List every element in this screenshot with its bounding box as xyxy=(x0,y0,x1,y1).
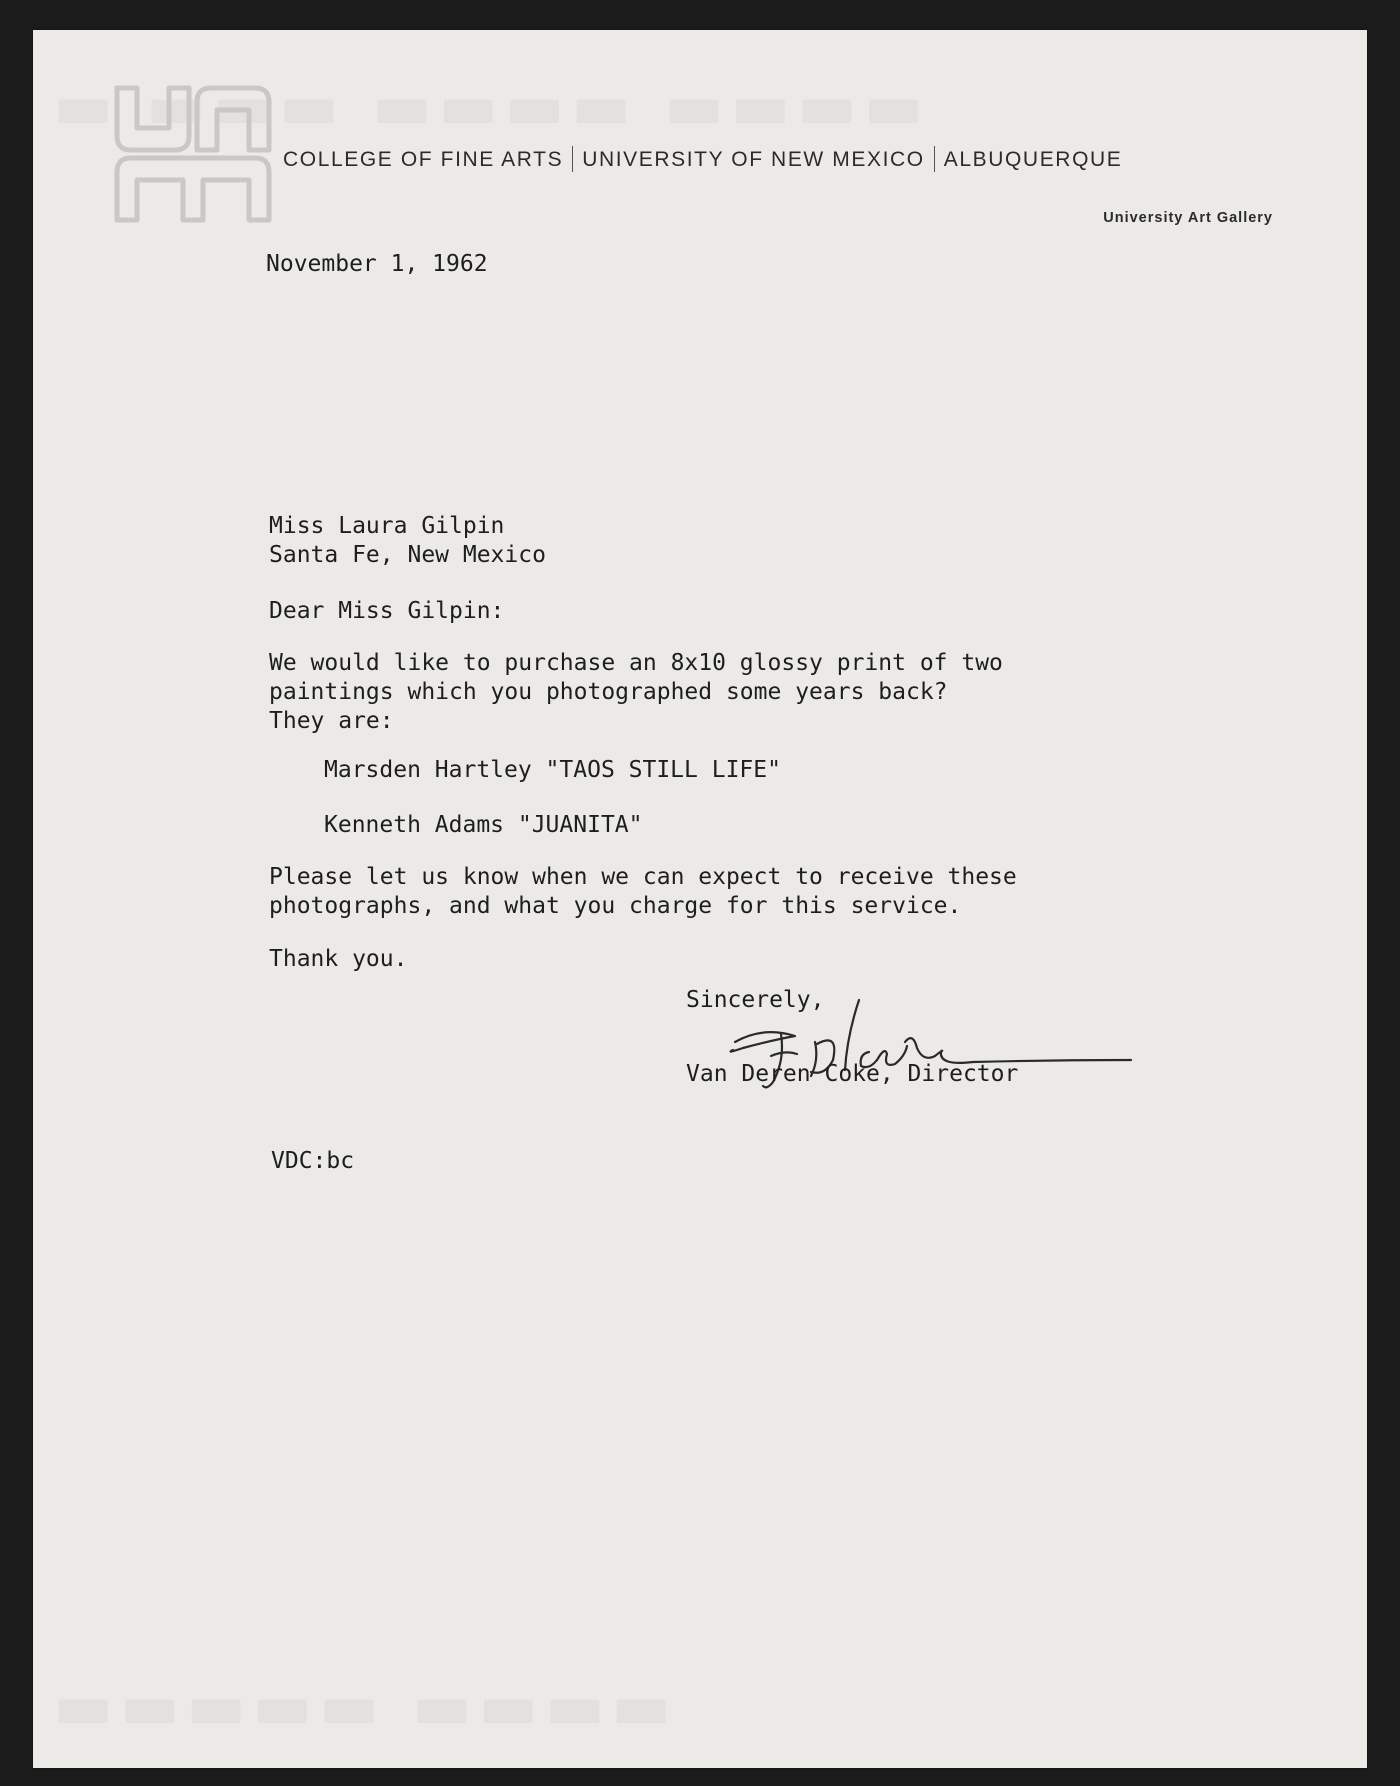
letterhead xyxy=(283,146,1122,172)
body-line: They are: xyxy=(269,708,394,734)
letterhead-city: ALBUQUERQUE xyxy=(943,148,1123,171)
letter-date: November 1, 1962 xyxy=(266,251,488,277)
letterhead-college: COLLEGE OF FINE ARTS xyxy=(283,148,564,171)
reference-initials: VDC:bc xyxy=(271,1148,355,1174)
unm-logo-icon xyxy=(113,84,273,224)
body-line: We would like to purchase an 8x10 glossy print of two xyxy=(269,650,1003,676)
body-line: paintings which you photographed some years back? xyxy=(269,679,948,705)
painting-item-hartley: Marsden Hartley "TAOS STILL LIFE" xyxy=(324,757,781,783)
letterhead-divider xyxy=(572,146,573,172)
closing-line: photographs, and what you charge for this service. xyxy=(269,893,962,919)
thanks-line: Thank you. xyxy=(269,946,408,972)
signer-name: Van Deren Coke, Director xyxy=(686,1061,1019,1087)
letterhead-university: UNIVERSITY OF NEW MEXICO xyxy=(582,148,925,171)
painting-item-adams: Kenneth Adams "JUANITA" xyxy=(324,812,643,838)
letterhead-divider xyxy=(934,146,935,172)
recipient-name: Miss Laura Gilpin xyxy=(269,513,505,539)
salutation: Dear Miss Gilpin: xyxy=(269,598,505,624)
bleed-through-bottom xyxy=(53,1670,678,1744)
recipient-city: Santa Fe, New Mexico xyxy=(269,542,546,568)
closing-line: Please let us know when we can expect to receive these xyxy=(269,864,1017,890)
letterhead-department: University Art Gallery xyxy=(1103,210,1273,226)
letter-page xyxy=(33,30,1367,1768)
sign-off: Sincerely, xyxy=(686,987,825,1013)
